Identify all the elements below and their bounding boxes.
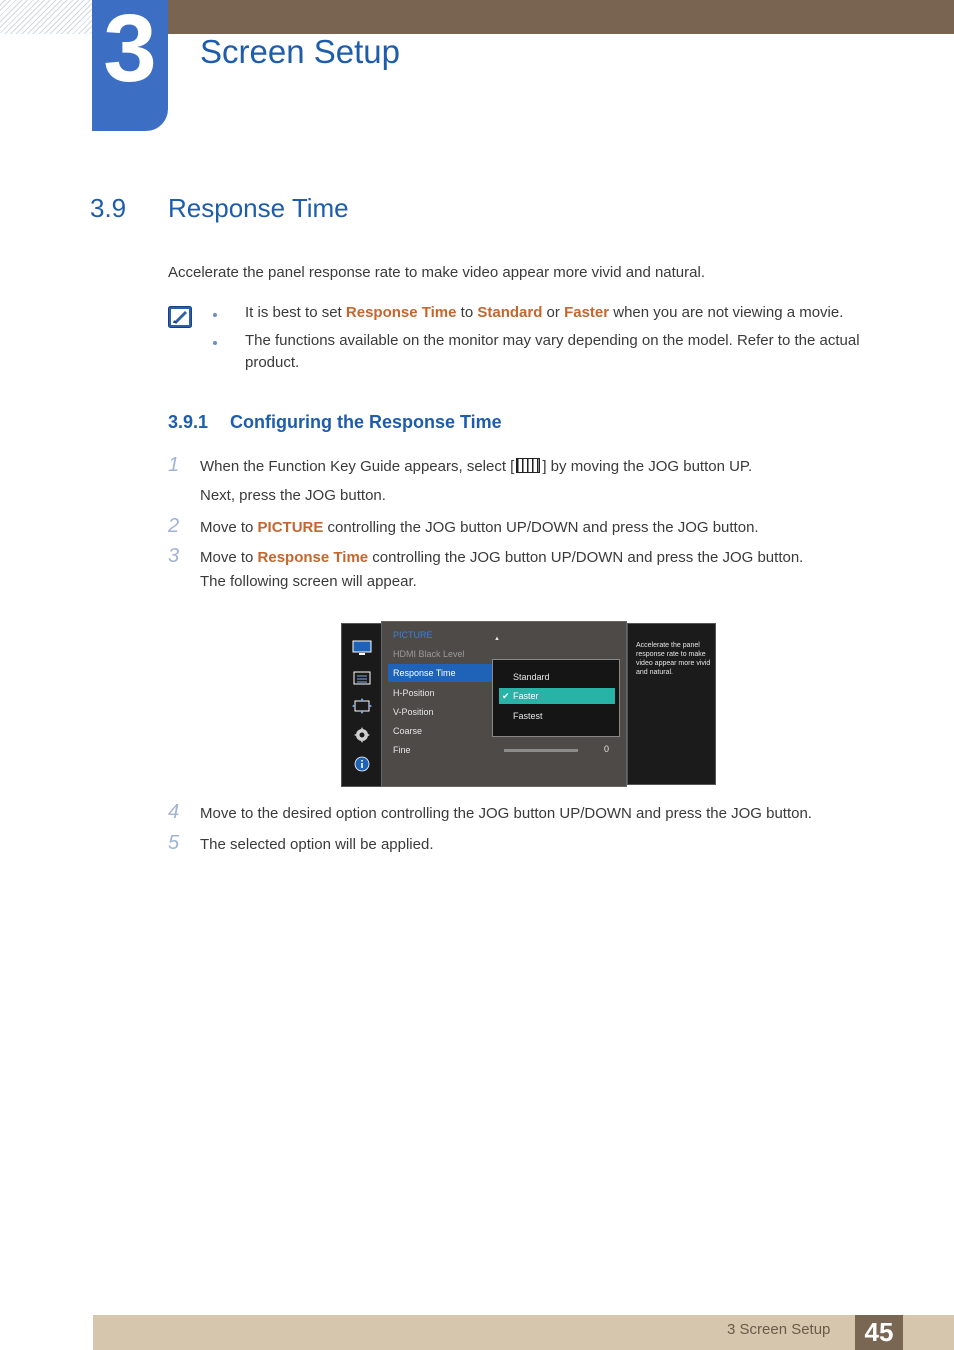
help-text: Accelerate the panel response rate to make video appear more vivid and natural. (636, 642, 711, 676)
step-text: When the Function Key Guide appears, select [ ] by moving the JOG button UP. (200, 458, 753, 475)
fine-slider[interactable] (504, 749, 578, 752)
menu-header-picture: PICTURE (393, 630, 433, 640)
gear-icon (352, 727, 372, 743)
fine-value: 0 (604, 744, 610, 754)
chapter-tab (92, 0, 168, 131)
monitor-icon (352, 640, 372, 656)
note-item: The functions available on the monitor may vary depending on the model. Refer to the actual product. (245, 332, 860, 371)
osd-menu-panel (381, 621, 627, 787)
note-item: It is best to set Response Time to Standard or Faster when you are not viewing a movie. (245, 304, 844, 321)
step-text: Move to the desired option controlling the JOG button UP/DOWN and press the JOG button. (200, 805, 812, 822)
menu-item-h-position[interactable]: H-Position (393, 688, 435, 698)
option-faster[interactable]: ✔ Faster (499, 688, 615, 704)
step-text: Move to Response Time controlling the JOG button UP/DOWN and press the JOG button. (200, 549, 804, 566)
option-standard[interactable]: Standard (513, 672, 550, 682)
step-number: 5 (168, 832, 180, 854)
step-text: Next, press the JOG button. (200, 487, 386, 504)
subsection-title: Configuring the Response Time (230, 412, 502, 432)
step-number: 1 (168, 454, 180, 476)
osd-screenshot (341, 621, 716, 787)
bullet-dot (213, 313, 217, 317)
menu-item-coarse[interactable]: Coarse (393, 726, 423, 736)
step-number: 2 (168, 515, 180, 537)
resize-icon (352, 698, 372, 714)
info-icon (352, 756, 372, 772)
step-text: Move to PICTURE controlling the JOG button UP/DOWN and press the JOG button. (200, 519, 759, 536)
function-key-icon (516, 458, 540, 473)
menu-list-icon (352, 670, 372, 686)
option-fastest[interactable]: Fastest (513, 711, 543, 721)
header-bar (168, 0, 954, 34)
scroll-up-icon: ▲ (494, 636, 500, 642)
section-title: Response Time (168, 193, 349, 223)
footer-label: 3 Screen Setup (727, 1321, 831, 1338)
response-time-popup (492, 659, 620, 737)
menu-item-v-position[interactable]: V-Position (393, 707, 434, 717)
step-text: The following screen will appear. (200, 573, 417, 590)
chapter-number: 3 (103, 0, 157, 102)
page-number: 45 (864, 1317, 894, 1347)
section-number: 3.9 (90, 193, 127, 223)
section-intro: Accelerate the panel response rate to make video appear more vivid and natural. (168, 264, 705, 281)
note-icon (168, 306, 192, 328)
check-icon: ✔ (502, 691, 510, 701)
menu-item-fine[interactable]: Fine (393, 745, 411, 755)
osd-help-panel (627, 623, 716, 785)
subsection-number: 3.9.1 (168, 412, 209, 432)
step-number: 3 (168, 545, 180, 567)
osd-icon-column (341, 623, 383, 787)
step-text: The selected option will be applied. (200, 836, 434, 853)
menu-item-hdmi-black-level[interactable]: HDMI Black Level (393, 649, 465, 659)
step-number: 4 (168, 801, 180, 823)
chapter-title: Screen Setup (200, 33, 400, 70)
bullet-dot (213, 341, 217, 345)
menu-item-response-time[interactable]: Response Time (388, 664, 492, 682)
header-hatch-pattern (0, 0, 92, 34)
